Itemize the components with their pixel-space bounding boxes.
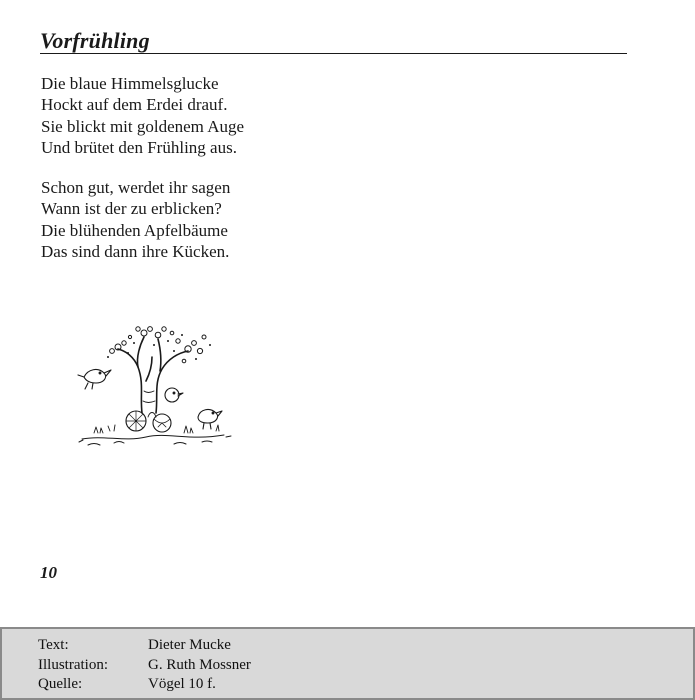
poem-line: Schon gut, werdet ihr sagen: [41, 178, 231, 197]
poem-line: Die blaue Himmelsglucke: [41, 74, 219, 93]
credits-box: [0, 627, 695, 700]
title-rule: [40, 53, 627, 54]
tree-trunk: [118, 337, 188, 413]
poem-line: Sie blickt mit goldenem Auge: [41, 116, 245, 136]
bird-left: [78, 370, 111, 389]
poem-line: Das sind dann ihre Kücken.: [41, 241, 230, 261]
stanza-2: [41, 177, 230, 262]
credit-value: Dieter Mucke: [148, 637, 231, 653]
page-title: Vorfrühling: [40, 28, 150, 53]
page-number: 10: [40, 563, 57, 582]
blossom-clusters: [110, 327, 206, 363]
credit-value: G. Ruth Mossner: [148, 657, 251, 673]
credit-label: Quelle:: [38, 676, 83, 692]
credit-value: Vögel 10 f.: [148, 676, 216, 692]
poem-line: Hockt auf dem Erdei drauf.: [41, 95, 228, 115]
egg-wheels: [126, 411, 171, 432]
apple-tree-illustration: [74, 321, 234, 451]
credit-label: Text:: [38, 637, 69, 653]
poem-line: Die blühenden Apfelbäume: [41, 220, 228, 240]
chick-center: [165, 388, 183, 402]
poem-line: Und brütet den Frühling aus.: [41, 137, 237, 157]
grass-tufts: [94, 425, 219, 433]
poem-line: Wann ist der zu erblicken?: [41, 199, 222, 219]
credit-label: Illustration:: [38, 657, 108, 673]
stanza-1: [41, 73, 244, 158]
ground-lines: [79, 435, 231, 445]
